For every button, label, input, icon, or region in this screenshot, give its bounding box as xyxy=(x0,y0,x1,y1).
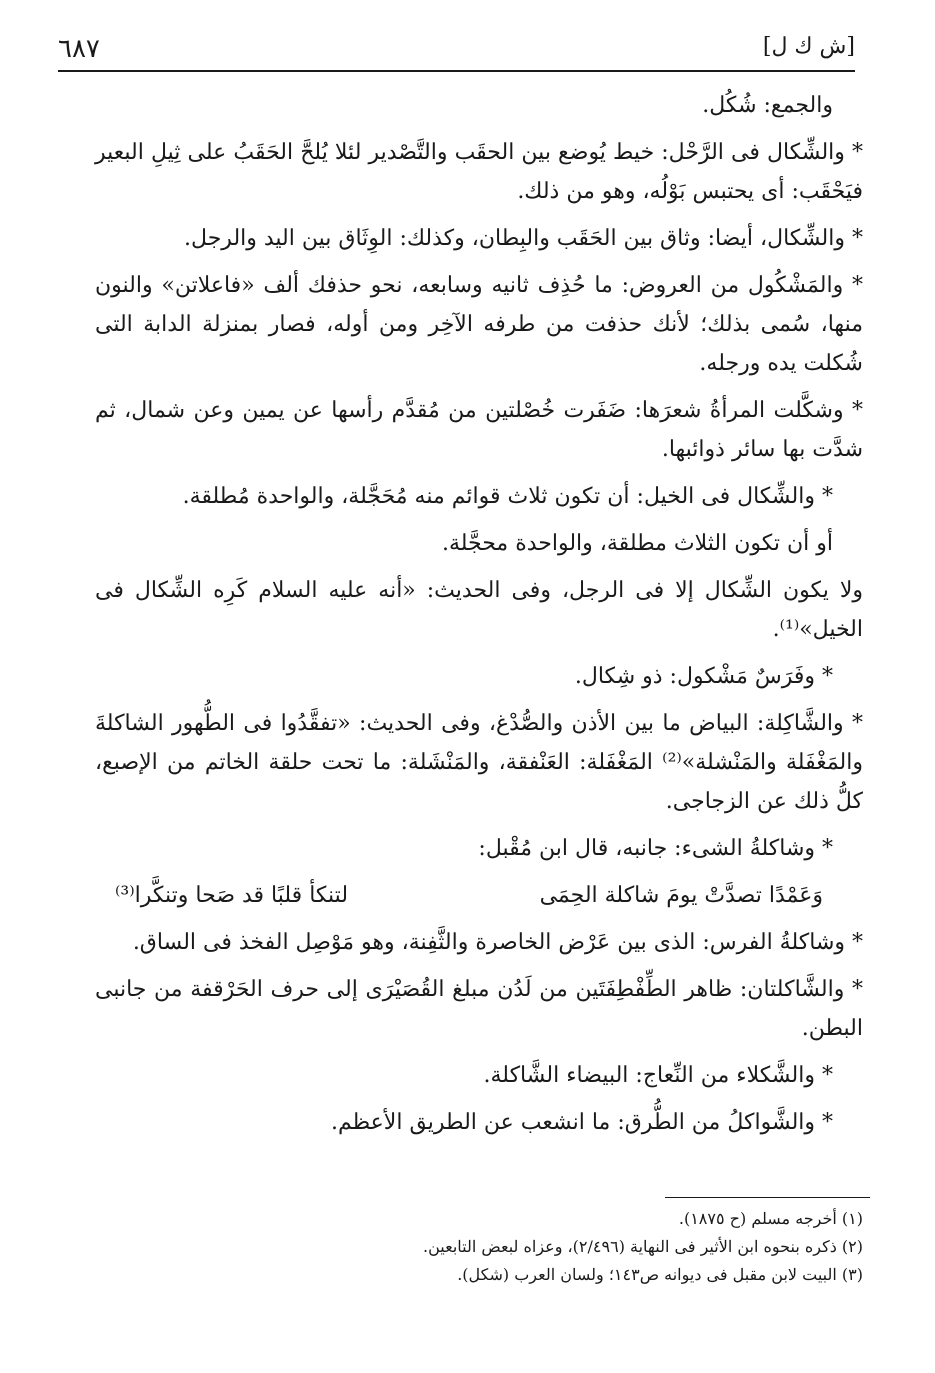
footnote: (١) أخرجه مسلم (ح ١٨٧٥). xyxy=(678,1209,863,1228)
entry-body xyxy=(95,86,863,1150)
paragraph: * وفَرَسٌ مَشْكول: ذو شِكال. xyxy=(574,664,833,689)
page-number: ٦٨٧ xyxy=(58,34,100,64)
paragraph: أو أن تكون الثلاث مطلقة، والواحدة محجَّلة. xyxy=(441,531,833,556)
paragraph: * والشَّاكِلة: البياض ما بين الأذن والصُّدْغ، وفى الحديث: «تفقَّدُوا فى الطُّهور الشاكلةَ والمَغْفَلة والمَنْشلة»⁽²⁾ المَغْفَلة: العَنْفقة، والمَنْشَلة: ما تحت حلقة الخاتم من الإصبع، كلُّ ذلك عن الزجاجى. xyxy=(95,711,863,814)
paragraph: * وشاكلةُ الشىء: جانبه، قال ابن مُقْبل: xyxy=(478,836,833,861)
paragraph: والجمع: شُكُل. xyxy=(702,93,833,118)
paragraph: * والشَّاكلتان: ظاهر الطِّفْطِفَتَين من لَدُن مبلغ القُصَيْرَى إلى حرف الحَرْقفة من جانبى البطن. xyxy=(95,977,863,1041)
paragraph: * والمَشْكُول من العروض: ما حُذِف ثانيه وسابعه، نحو حذفك ألف «فاعلاتن» والنون منها، سُمى بذلك؛ لأنك حذفت من طرفه الآخِر ومن أوله، فصار بمنزلة الدابة التى شُكلت يده ورجله. xyxy=(95,273,863,376)
paragraph: * وشكَّلت المرأةُ شعرَها: ضَفَرت خُصْلتين من مُقدَّم رأسها عن يمين وعن شمال، ثم شدَّت بها سائر ذوائبها. xyxy=(95,398,863,462)
verse-first-hemistich: وَعَمْدًا تصدَّتْ يومَ شاكلة الحِمَى xyxy=(539,883,823,908)
footnote: (٣) البيت لابن مقبل فى ديوانه ص١٤٣؛ ولسان العرب (شكل). xyxy=(457,1265,863,1284)
footnote: (٢) ذكره بنحوه ابن الأثير فى النهاية (٢/٤٩٦)، وعزاه لبعض التابعين. xyxy=(423,1237,863,1256)
paragraph: * والشِّكال، أيضا: وثاق بين الحَقَب والبِطان، وكذلك: الوِثَاق بين اليد والرجل. xyxy=(184,226,863,251)
poetry-verse xyxy=(95,876,863,915)
paragraph: * وشاكلةُ الفرس: الذى بين عَرْض الخاصرة والثَّفِنة، وهو مَوْصِل الفخذ فى الساق. xyxy=(132,930,863,955)
paragraph: * والشَّواكلُ من الطُّرق: ما انشعب عن الطريق الأعظم. xyxy=(330,1110,833,1135)
header-rule xyxy=(58,70,855,72)
footnotes xyxy=(300,1205,863,1289)
paragraph: * والشَّكلاء من النِّعاج: البيضاء الشَّاكلة. xyxy=(483,1063,833,1088)
paragraph: * والشِّكال فى الخيل: أن تكون ثلاث قوائم منه مُحَجَّلة، والواحدة مُطلقة. xyxy=(182,484,833,509)
paragraph: ولا يكون الشِّكال إلا فى الرجل، وفى الحديث: «أنه عليه السلام كَرِه الشِّكال فى الخيل»⁽¹⁾. xyxy=(95,578,863,642)
verse-second-hemistich: لتنكأ قلبًا قد صَحا وتنكَّرا⁽³⁾ xyxy=(115,883,349,908)
root-letters: [ش ك ل] xyxy=(762,34,855,59)
paragraph: * والشِّكال فى الرَّحْل: خيط يُوضع بين الحقَب والتَّصْدير لئلا يُلحَّ الحَقَبُ على ثِيلِ البعير فيَحْقَب: أى يحتبس بَوْلُه، وهو من ذلك. xyxy=(95,140,863,204)
footnote-rule xyxy=(665,1197,870,1198)
page-header xyxy=(58,28,855,72)
